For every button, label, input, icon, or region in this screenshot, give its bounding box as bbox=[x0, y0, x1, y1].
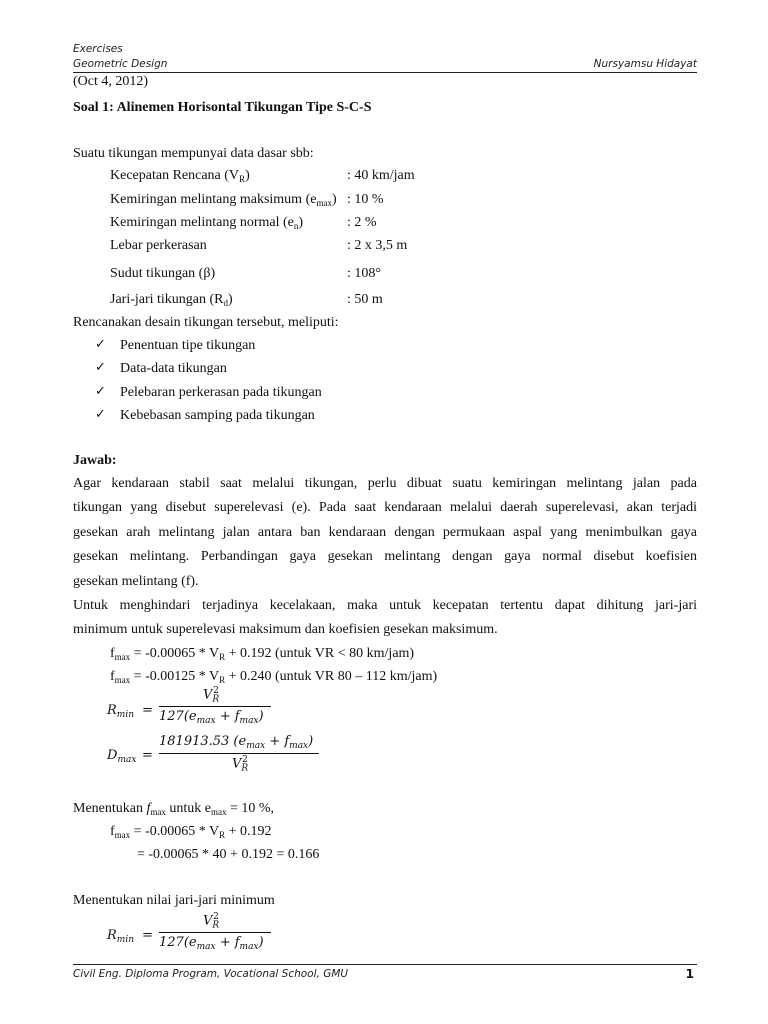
page-number: 1 bbox=[685, 967, 694, 981]
paragraph-line: Untuk menghindari terjadinya kecelakaan, maka untuk kecepatan tertentu dapat dihitung jari-jari bbox=[73, 598, 697, 613]
rmin-lhs: $R_{min}$ bbox=[107, 928, 135, 945]
problem-title: Soal 1: Alinemen Horisontal Tikungan Tipe S-C-S bbox=[73, 100, 372, 115]
header-course: Geometric Design bbox=[73, 58, 168, 70]
check-icon: ✓ bbox=[95, 384, 106, 399]
dmax-lhs: $D_{max}$ bbox=[107, 748, 137, 765]
data-label-angle: Sudut tikungan (β) bbox=[110, 266, 216, 281]
dmax-numerator: 181913.53 $(e_{max} + f_{max})$ bbox=[159, 734, 314, 751]
check-icon: ✓ bbox=[95, 407, 106, 422]
step-rmin-heading: Menentukan nilai jari-jari minimum bbox=[73, 893, 275, 908]
fraction-bar bbox=[159, 753, 319, 754]
rmin-numerator: $V_R^2$ bbox=[203, 912, 220, 931]
step-fmax-heading: Menentukan $f_{max}$ untuk $e_{max} = 10$ %, bbox=[73, 801, 275, 817]
data-label-width: Lebar perkerasan bbox=[110, 238, 207, 253]
paragraph-line: minimum untuk superelevasi maksimum dan koefisien gesekan maksimum. bbox=[73, 622, 498, 637]
rmin-denominator: $127(e_{max} + f_{max})$ bbox=[159, 709, 264, 726]
footer-rule bbox=[73, 964, 697, 965]
equals-sign: = bbox=[142, 748, 153, 763]
data-value-speed: : 40 km/jam bbox=[347, 168, 415, 183]
plan-intro: Rencanakan desain tikungan tersebut, meliputi: bbox=[73, 315, 339, 330]
paragraph-line: Agar kendaraan stabil saat melalui tikungan, perlu dibuat suatu kemiringan melintang jalan pada bbox=[73, 476, 697, 491]
paragraph-line: gesekan melintang (f). bbox=[73, 574, 199, 589]
paragraph-line: gesekan melintang. Perbandingan gaya gesekan melintang dengan gaya normal disebut koefisien bbox=[73, 549, 697, 564]
intro-text: Suatu tikungan mempunyai data dasar sbb: bbox=[73, 146, 314, 161]
rmin-denominator: $127(e_{max} + f_{max})$ bbox=[159, 935, 264, 952]
header-exercises: Exercises bbox=[73, 43, 123, 55]
fmax-formula-2: $f_{max} = -0.00125 * V_R + 0.240$ (untuk VR 80 – 112 km/jam) bbox=[110, 669, 438, 685]
data-label-speed: Kecepatan Rencana $(V_R)$ bbox=[110, 168, 250, 184]
answer-heading: Jawab: bbox=[73, 453, 117, 468]
rmin-numerator: $V_R^2$ bbox=[203, 686, 220, 705]
checklist-item: Kebebasan samping pada tikungan bbox=[120, 408, 315, 423]
data-label-radius: Jari-jari tikungan $(R_d)$ bbox=[110, 292, 233, 308]
equals-sign: = bbox=[142, 928, 153, 943]
data-value-angle: : 108° bbox=[347, 266, 381, 281]
footer-institution: Civil Eng. Diploma Program, Vocational School, GMU bbox=[73, 968, 349, 980]
paragraph-line: gesekan arah melintang jalan antara ban kendaraan dengan permukaan aspal yang menimbulkan gaya bbox=[73, 525, 697, 540]
data-label-emax: Kemiringan melintang maksimum $(e_{max})$ bbox=[110, 192, 337, 208]
data-value-radius: : 50 m bbox=[347, 292, 383, 307]
checklist-item: Data-data tikungan bbox=[120, 361, 227, 376]
paragraph-line: tikungan yang disebut superelevasi (e). Pada saat kendaraan melalui daerah superelevasi, akan terjadi bbox=[73, 500, 697, 515]
fmax-calc-1: $f_{max} = -0.00065 * V_R + 0.192$ bbox=[110, 824, 272, 840]
checklist-item: Pelebaran perkerasan pada tikungan bbox=[120, 385, 322, 400]
header-author: Nursyamsu Hidayat bbox=[593, 58, 697, 70]
header-rule bbox=[73, 72, 697, 73]
equals-sign: = bbox=[142, 703, 153, 718]
fraction-bar bbox=[159, 706, 271, 707]
fmax-formula-1: $f_{max} = -0.00065 * V_R + 0.192$ (untuk VR < 80 km/jam) bbox=[110, 646, 415, 662]
data-label-en: Kemiringan melintang normal $(e_n)$ bbox=[110, 215, 304, 231]
data-value-en: : 2 % bbox=[347, 215, 377, 230]
rmin-lhs: $R_{min}$ bbox=[107, 703, 135, 720]
checklist-item: Penentuan tipe tikungan bbox=[120, 338, 256, 353]
document-date: (Oct 4, 2012) bbox=[73, 74, 149, 89]
check-icon: ✓ bbox=[95, 360, 106, 375]
fmax-calc-2: = -0.00065 * 40 + 0.192 = 0.166 bbox=[137, 847, 320, 862]
data-value-emax: : 10 % bbox=[347, 192, 384, 207]
data-value-width: : 2 x 3,5 m bbox=[347, 238, 408, 253]
fraction-bar bbox=[159, 932, 271, 933]
check-icon: ✓ bbox=[95, 337, 106, 352]
dmax-denominator: $V_R^2$ bbox=[232, 755, 249, 774]
